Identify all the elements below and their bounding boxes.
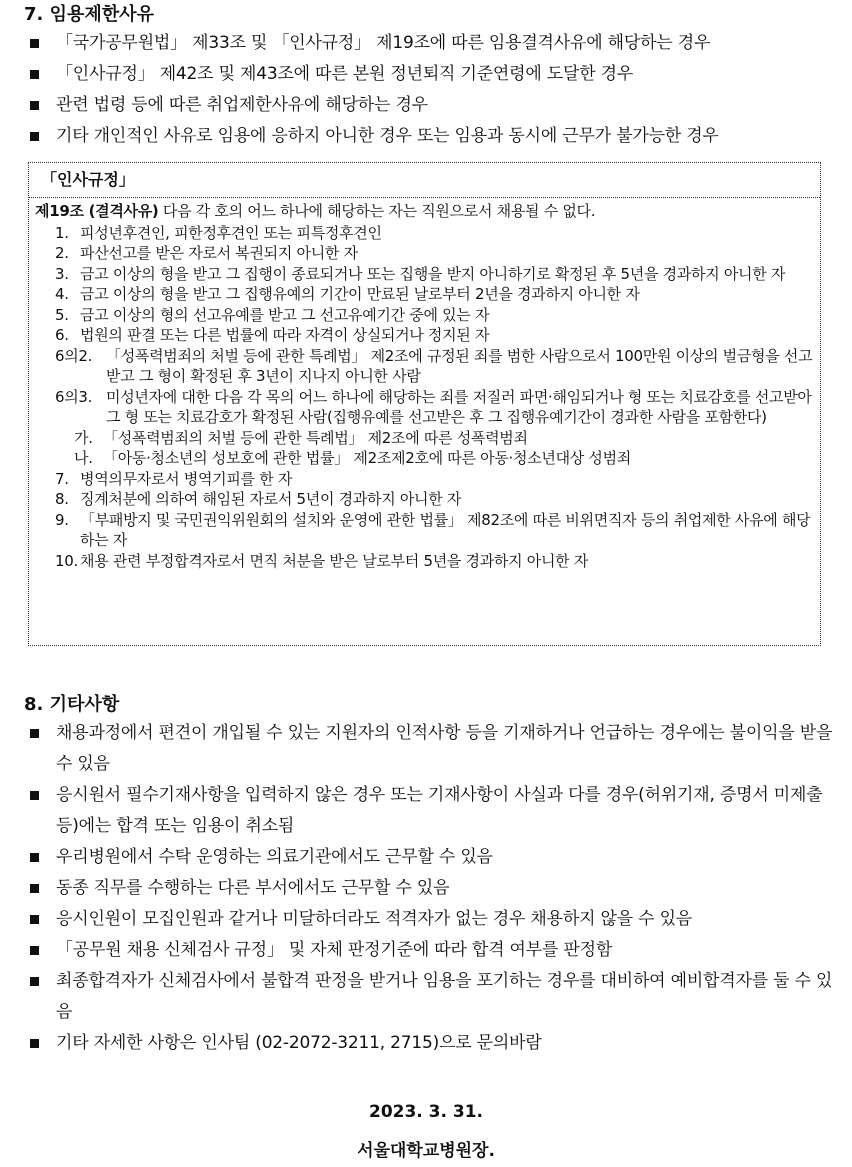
list-item: 최종합격자가 신체검사에서 불합격 판정을 받거나 임용을 포기하는 경우를 대비하여 예비합격자를 둘 수 있음 [24, 966, 834, 1028]
list-item: 2. 파산선고를 받은 자로서 복권되지 아니한 자 [55, 244, 358, 262]
article-text: 다음 각 호의 어느 하나에 해당하는 자는 직원으로서 채용될 수 없다. [158, 202, 596, 220]
list-item: 응시인원이 모집인원과 같거나 미달하더라도 적격자가 없는 경우 채용하지 않을 수 있음 [24, 904, 834, 935]
list-item: 10. 채용 관련 부정합격자로서 면직 처분을 받은 날로부터 5년을 경과하지 아니한 자 [55, 551, 589, 570]
square-bullet-icon [30, 946, 39, 955]
list-item: 기타 개인적인 사유로 임용에 응하지 아니한 경우 또는 임용과 동시에 근무가 불가능한 경우 [24, 121, 834, 152]
regulation-box-title: 「인사규정」 [29, 163, 820, 198]
square-bullet-icon [30, 39, 39, 48]
regulation-box [28, 162, 821, 646]
list-item: 4. 금고 이상의 형을 받고 그 집행유예의 기간이 만료된 날로부터 2년을 경과하지 아니한 자 [55, 285, 640, 303]
list-item: 6. 법원의 판결 또는 다른 법률에 따라 자격이 상실되거나 정지된 자 [55, 326, 490, 344]
list-subitem: 가. 「성폭력범죄의 처벌 등에 관한 특례법」 제2조에 따른 성폭력범죄 [74, 428, 528, 447]
square-bullet-icon [30, 101, 39, 110]
list-item: 우리병원에서 수탁 운영하는 의료기관에서도 근무할 수 있음 [24, 842, 834, 873]
square-bullet-icon [30, 915, 39, 924]
square-bullet-icon [30, 70, 39, 79]
list-item: 「국가공무원법」 제33조 및 「인사규정」 제19조에 따른 임용결격사유에 해당하는 경우 [24, 28, 834, 59]
article-label: 제19조 (결격사유) [35, 202, 159, 220]
list-item: 동종 직무를 수행하는 다른 부서에서도 근무할 수 있음 [24, 873, 834, 904]
list-item: 8. 징계처분에 의하여 해임된 자로서 5년이 경과하지 아니한 자 [55, 490, 462, 508]
square-bullet-icon [30, 1039, 39, 1048]
document-date: 2023. 3. 31. [368, 1102, 483, 1122]
issuer-name: 서울대학교병원장. [357, 1141, 495, 1161]
list-item: 관련 법령 등에 따른 취업제한사유에 해당하는 경우 [24, 90, 834, 121]
list-item: 「공무원 채용 신체검사 규정」 및 자체 판정기준에 따라 합격 여부를 판정함 [24, 935, 834, 966]
square-bullet-icon [30, 132, 39, 141]
square-bullet-icon [30, 729, 39, 738]
article-heading [35, 201, 814, 222]
list-item: 9. 「부패방지 및 국민권익위원회의 설치와 운영에 관한 법률」 제82조에 따른 비위면직자 등의 취업제한 사유에 해당하는 자 [55, 510, 811, 549]
list-item: 응시원서 필수기재사항을 입력하지 않은 경우 또는 기재사항이 사실과 다를 경우(허위기재, 증명서 미제출 등)에는 합격 또는 임용이 취소됨 [24, 780, 834, 842]
list-item: 1. 피성년후견인, 피한정후견인 또는 피특정후견인 [55, 223, 382, 242]
square-bullet-icon [30, 977, 39, 986]
square-bullet-icon [30, 853, 39, 862]
section-8-list [24, 718, 834, 1059]
list-subitem: 나. 「아동·청소년의 성보호에 관한 법률」 제2조제2호에 따른 아동·청소년대상 성범죄 [74, 449, 631, 467]
square-bullet-icon [30, 884, 39, 893]
section-8-title: 8. 기타사항 [24, 694, 120, 715]
list-item: 6의3. 미성년자에 대한 다음 각 목의 어느 하나에 해당하는 죄를 저질러 파면·해임되거나 형 또는 치료감호를 선고받아 그 형 또는 치료감호가 확정된 사람(집행유예를 선고받은 후 그 집행유예기간이 경과한 사람을 포함한다) [55, 387, 812, 426]
list-item: 3. 금고 이상의 형을 받고 그 집행이 종료되거나 또는 집행을 받지 아니하기로 확정된 후 5년을 경과하지 아니한 자 [55, 264, 786, 283]
list-item: 채용과정에서 편견이 개입될 수 있는 지원자의 인적사항 등을 기재하거나 언급하는 경우에는 불이익을 받을 수 있음 [24, 718, 834, 780]
section-7-title: 7. 임용제한사유 [24, 4, 154, 25]
list-item: 5. 금고 이상의 형의 선고유예를 받고 그 선고유예기간 중에 있는 자 [55, 305, 490, 324]
square-bullet-icon [30, 791, 39, 800]
regulation-box-body [29, 198, 820, 571]
list-item: 6의2. 「성폭력범죄의 처벌 등에 관한 특례법」 제2조에 규정된 죄를 범한 사람으로서 100만원 이상의 벌금형을 선고받고 그 형이 확정된 후 3년이 지나지 아니한 사람 [55, 346, 813, 385]
list-item: 「인사규정」 제42조 및 제43조에 따른 본원 정년퇴직 기준연령에 도달한 경우 [24, 59, 834, 90]
section-7-list [24, 28, 834, 152]
list-item: 7. 병역의무자로서 병역기피를 한 자 [55, 469, 293, 488]
list-item: 기타 자세한 사항은 인사팀 (02-2072-3211, 2715)으로 문의바람 [24, 1028, 834, 1059]
